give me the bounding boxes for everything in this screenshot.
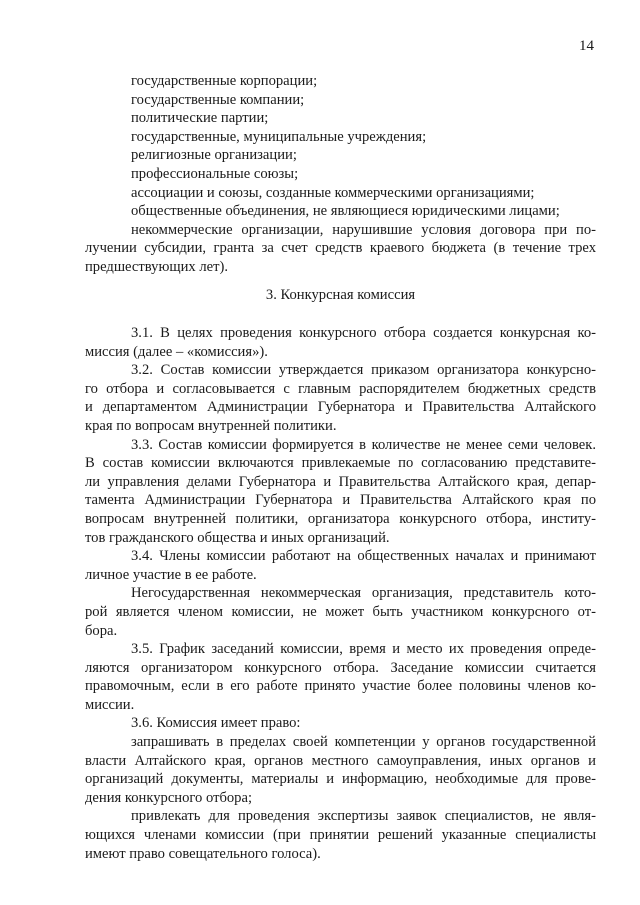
- text-line: ли управления делами Губернатора и Правительства Алтайского края, депар-: [85, 473, 596, 490]
- text-line: ляются организатором конкурсного отбора. Заседание комиссии считается: [85, 659, 596, 676]
- text-line: го отбора и согласовывается с главным распорядителем бюджетных средств: [85, 380, 596, 397]
- text-line: и департаментом Администрации Губернатора и Правительства Алтайского: [85, 399, 596, 416]
- text-line: края по вопросам внутренней политики.: [85, 417, 337, 434]
- text-line: вопросам внутренней политики, организатора конкурсного отбора, институ-: [85, 510, 596, 527]
- text-line: 3.4. Члены комиссии работают на общественных началах и принимают: [131, 548, 596, 565]
- text-line: миссия (далее – «комиссия»).: [85, 343, 268, 360]
- list-item: религиозные организации;: [131, 147, 297, 164]
- text-line: рой является членом комиссии, не может быть участником конкурсного от-: [85, 603, 596, 620]
- paragraph: [85, 436, 596, 548]
- text-line: привлекать для проведения экспертизы заявок специалистов, не явля-: [131, 808, 596, 825]
- list-item: ассоциации и союзы, созданные коммерческими организациями;: [131, 184, 535, 201]
- paragraph: [85, 733, 596, 807]
- text-line: тамента Администрации Губернатора и Правительства Алтайского края по: [85, 492, 596, 509]
- text-line: миссии.: [85, 696, 135, 713]
- section-heading: 3. Конкурсная комиссия: [265, 287, 416, 303]
- section-body: [85, 324, 596, 863]
- text-line: 3.2. Состав комиссии утверждается приказом организатора конкурсно-: [131, 362, 596, 379]
- paragraph: [85, 584, 596, 640]
- text-line: 3.5. График заседаний комиссии, время и место их проведения опреде-: [131, 641, 596, 658]
- text-line: некоммерческие организации, нарушившие условия договора при по-: [131, 221, 596, 238]
- paragraph: [85, 807, 596, 863]
- paragraph: [85, 547, 596, 584]
- text-line: лучении субсидии, гранта за счет средств краевого бюджета (в течение трех: [85, 240, 596, 257]
- text-line: правомочным, если в его работе принято участие более половины членов ко-: [85, 678, 596, 695]
- text-line: власти Алтайского края, органов местного самоуправления, иных органов и: [85, 752, 596, 769]
- paragraph: [85, 324, 596, 361]
- text-line: личное участие в ее работе.: [85, 566, 257, 583]
- list-item: политические партии;: [131, 110, 269, 127]
- text-line: ющихся членами комиссии (при принятии решений указанные специалисты: [85, 827, 596, 844]
- text-line: имеют право совещательного голоса).: [85, 845, 321, 862]
- page-number: 14: [579, 38, 594, 54]
- text-line: В состав комиссии включаются привлекаемые по согласованию представите-: [85, 455, 596, 472]
- text-line: дения конкурсного отбора;: [85, 789, 253, 806]
- text-line: 3.6. Комиссия имеет право:: [131, 715, 301, 732]
- text-line: запрашивать в пределах своей компетенции у органов государственной: [131, 734, 596, 751]
- text-line: тов гражданского общества и иных организаций.: [85, 529, 390, 546]
- list-item: государственные корпорации;: [131, 73, 318, 89]
- text-line: Негосударственная некоммерческая организация, представитель кото-: [131, 585, 596, 602]
- list-item: государственные, муниципальные учреждения;: [131, 128, 427, 145]
- text-line: организаций документы, материалы и информацию, необходимые для прове-: [85, 771, 596, 788]
- list-item: профессиональные союзы;: [131, 165, 299, 182]
- text-line: предшествующих лет).: [85, 258, 228, 275]
- paragraph: [85, 714, 596, 733]
- text-line: 3.1. В целях проведения конкурсного отбора создается конкурсная ко-: [131, 325, 596, 341]
- list-item: государственные компании;: [131, 91, 305, 108]
- text-line: бора.: [85, 622, 118, 639]
- paragraph: [85, 361, 596, 435]
- text-line: 3.3. Состав комиссии формируется в количестве не менее семи человек.: [131, 436, 596, 453]
- organization-list: [85, 72, 596, 277]
- paragraph: [85, 640, 596, 714]
- list-item: общественные объединения, не являющиеся юридическими лицами;: [131, 203, 560, 220]
- list-item: [85, 221, 596, 277]
